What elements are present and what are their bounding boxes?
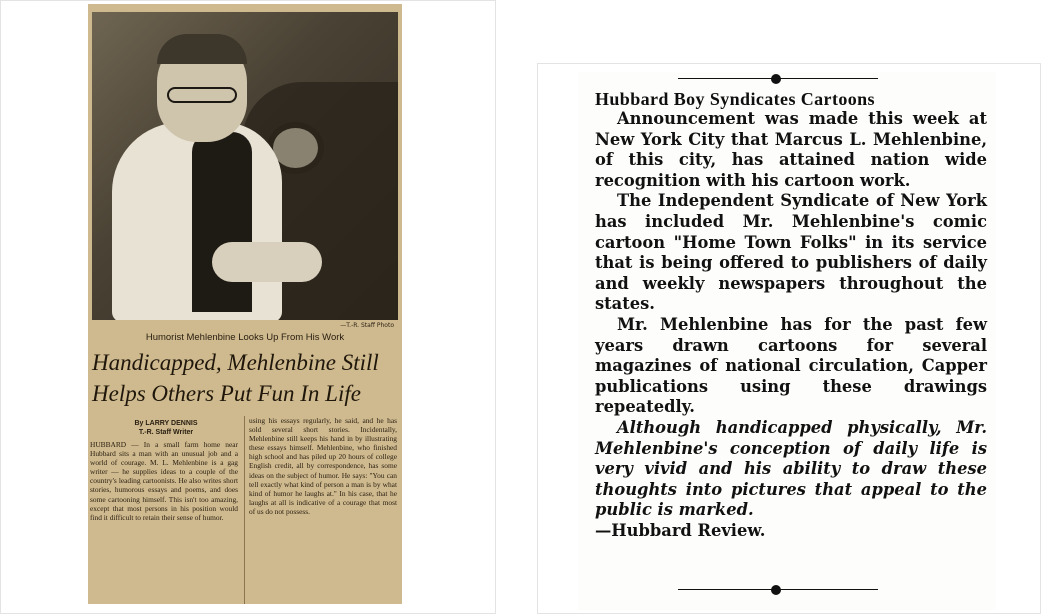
bottom-ornament-rule: [678, 584, 878, 596]
photo-credit: —T.-R. Staff Photo: [340, 322, 394, 329]
portrait-photo: [92, 12, 398, 320]
newspaper-clipping-announcement: [578, 72, 996, 610]
paragraph-4: Although handicapped physically, Mr. Mehlenbine's conception of daily life is very vivid and his ability to draw these thoughts into pictures that appeal to the public is marked.: [595, 417, 987, 520]
paragraph-2: The Independent Syndicate of New York has included Mr. Mehlenbine's comic cartoon "Home Town Folks" in its service that is being offered to publishers of daily and weekly newspapers throughout the states.: [595, 191, 987, 314]
headline-line-1: Handicapped, Mehlenbine Still: [92, 350, 379, 375]
photo-caption: Humorist Mehlenbine Looks Up From His Work: [145, 332, 345, 343]
glasses-shape: [167, 87, 237, 103]
newspaper-clipping-feature: [88, 4, 402, 604]
column-divider: [244, 416, 245, 604]
man-hair-shape: [157, 34, 247, 64]
announcement-body: [595, 109, 987, 541]
announcement-title: Hubbard Boy Syndicates Cartoons: [595, 89, 875, 109]
byline: [96, 419, 236, 437]
headline-line-2: Helps Others Put Fun In Life: [92, 381, 361, 406]
byline-author: By LARRY DENNIS: [134, 420, 198, 427]
top-ornament-rule: [678, 73, 878, 85]
paragraph-1: Announcement was made this week at New York City that Marcus L. Mehlenbine, of this city, has attained nation wide recognition with his cartoon work.: [595, 109, 987, 190]
article-column-1: HUBBARD — In a small farm home near Hubbard sits a man with an unusual job and a world of courage. M. L. Mehlenbine is a gag writer — he supplies ideas to a couple of the country's leading cartoonists. He also writes short stories, humorous essays and poems, and does some cartooning himself. This isn't too amazing, except that most persons in his position would find it difficult to retain their sense of humor.: [90, 440, 238, 522]
hands-shape: [212, 242, 322, 282]
signature: —Hubbard Review.: [595, 520, 766, 540]
byline-title: T.-R. Staff Writer: [138, 429, 194, 436]
clipping-headline: [92, 347, 398, 409]
man-vest-shape: [192, 132, 252, 312]
article-column-2: using his essays regularly, he said, and he has sold several short stories. Incidentally, Mehlenbine still keeps his hand in by illustrating these essays himself. Mehlenbine, who finished high school and has piled up 20 hours of college English credit, all by correspondence, has some ideas on the subject of humor. He says: "You can tell exactly what kind of person a man is by what kind of humor he laughs at." In his case, that he laughs at all is indicative of a courage that most of us do not possess.: [249, 416, 397, 516]
paragraph-3: Mr. Mehlenbine has for the past few years drawn cartoons for several magazines of national circulation, Capper publications using these drawings repeatedly.: [595, 314, 987, 417]
